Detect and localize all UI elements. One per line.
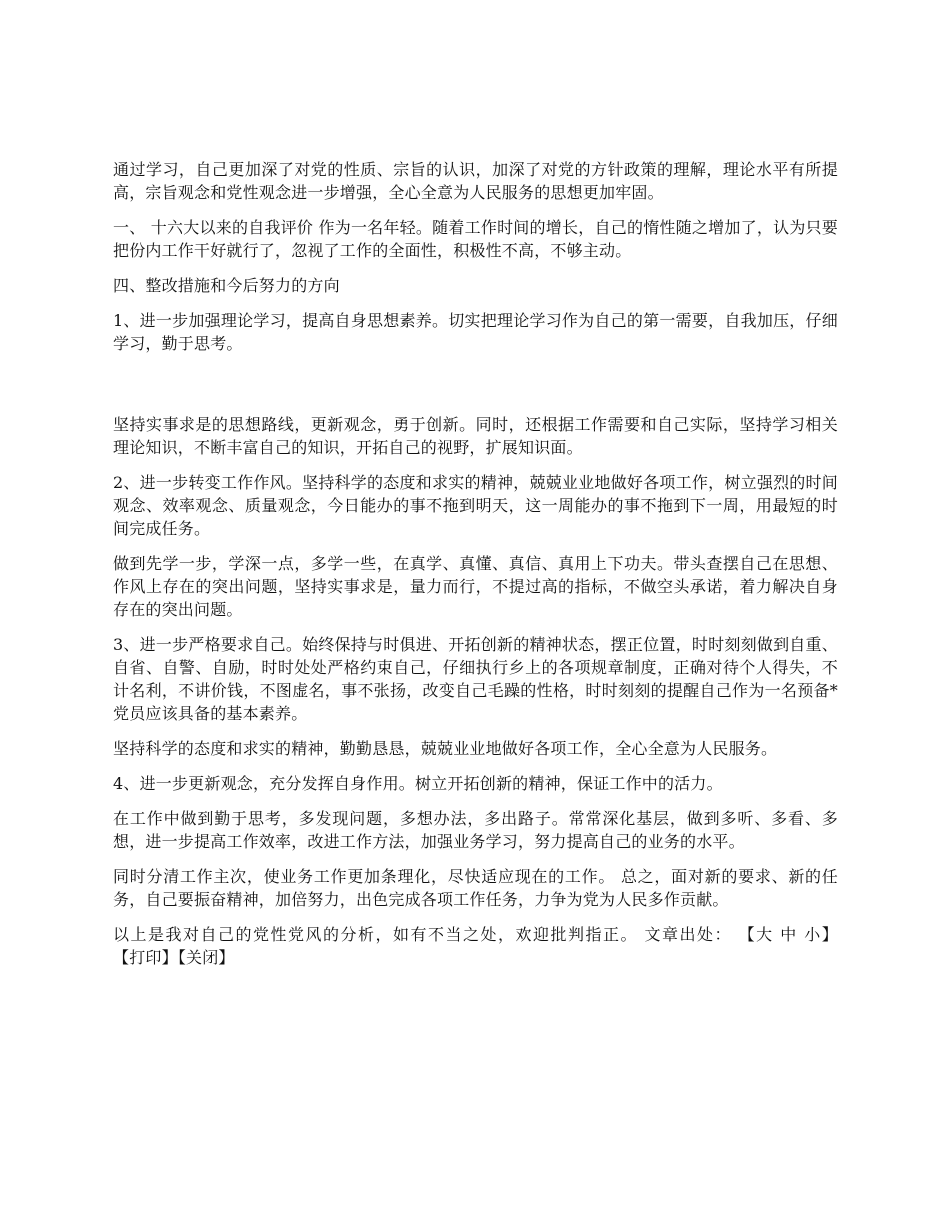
paragraph-item-3: 3、进一步严格要求自己。始终保持与时俱进、开拓创新的精神状态，摆正位置，时时刻刻做到自重、自省、自警、自励，时时处处严格约束自己，仔细执行乡上的各项规章制度，正确对待个人得失，不计名利，不讲价钱，不图虚名，事不张扬，改变自己毛躁的性格，时时刻刻的提醒自己作为一名预备*党员应该具备的基本素养。 bbox=[113, 635, 838, 723]
paragraph-11: 在工作中做到勤于思考，多发现问题，多想办法，多出路子。常常深化基层，做到多听、多看、多想，进一步提高工作效率，改进工作方法，加强业务学习，努力提高自己的业务的水平。 bbox=[113, 809, 838, 851]
paragraph-item-4: 4、进一步更新观念，充分发挥自身作用。树立开拓创新的精神，保证工作中的活力。 bbox=[113, 774, 723, 793]
paragraph-12: 同时分清工作主次，使业务工作更加条理化，尽快适应现在的工作。 总之，面对新的要求、新的任务，自己要振奋精神，加倍努力，出色完成各项工作任务，力争为党为人民多作贡献。 bbox=[113, 867, 838, 909]
paragraph-5: 坚持实事求是的思想路线，更新观念，勇于创新。同时，还根据工作需要和自己实际，坚持学习相关理论知识，不断丰富自己的知识，开拓自己的视野，扩展知识面。 bbox=[113, 415, 838, 457]
paragraph-item-2: 2、进一步转变工作作风。坚持科学的态度和求实的精神，兢兢业业地做好各项工作，树立强烈的时间观念、效率观念、质量观念，今日能办的事不拖到明天，这一周能办的事不拖到下一周，用最短的时间完成任务。 bbox=[113, 473, 838, 538]
paragraph-2: 一、 十六大以来的自我评价 作为一名年轻。随着工作时间的增长，自己的惰性随之增加了，认为只要把份内工作干好就行了，忽视了工作的全面性，积极性不高，不够主动。 bbox=[113, 218, 838, 260]
closing-paragraph bbox=[113, 923, 838, 969]
document-body bbox=[113, 158, 838, 981]
print-link[interactable]: 【打印】 bbox=[113, 948, 178, 967]
font-size-link[interactable]: 【大 中 小】 bbox=[738, 925, 838, 944]
close-link[interactable]: 【关闭】 bbox=[177, 948, 235, 967]
paragraph-1: 通过学习，自己更加深了对党的性质、宗旨的认识，加深了对党的方针政策的理解，理论水平有所提高，宗旨观念和党性观念进一步增强，全心全意为人民服务的思想更加牢固。 bbox=[113, 160, 838, 202]
paragraph-7: 做到先学一步，学深一点，多学一些，在真学、真懂、真信、真用上下功夫。带头查摆自己在思想、作风上存在的突出问题，坚持实事求是，量力而行，不提过高的指标，不做空头承诺，着力解决自身存在的突出问题。 bbox=[113, 554, 838, 619]
section-heading: 四、整改措施和今后努力的方向 bbox=[113, 276, 340, 295]
paragraph-item-1: 1、进一步加强理论学习，提高自身思想素养。切实把理论学习作为自己的第一需要，自我加压，仔细学习，勤于思考。 bbox=[113, 311, 838, 353]
closing-text: 以上是我对自己的党性党风的分析，如有不当之处，欢迎批判指正。 文章出处： bbox=[113, 925, 739, 944]
paragraph-9: 坚持科学的态度和求实的精神，勤勤恳恳，兢兢业业地做好各项工作，全心全意为人民服务。 bbox=[113, 739, 778, 758]
